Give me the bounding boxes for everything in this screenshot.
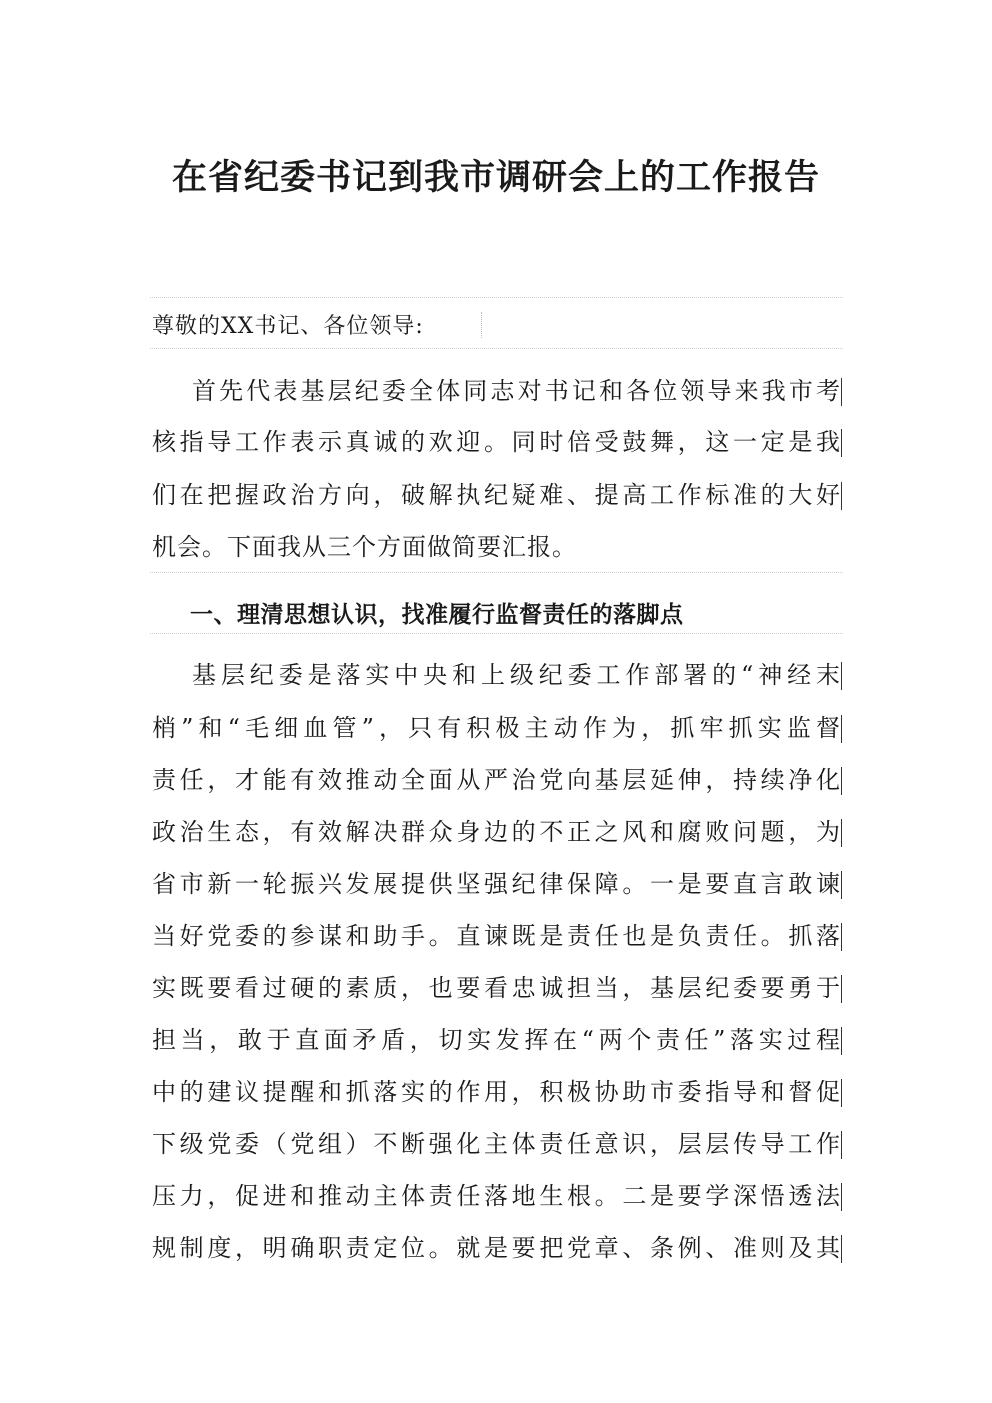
text-line: 机会。下面我从三个方面做简要汇报。: [152, 533, 577, 561]
text-line: 中的建议提醒和抓落实的作用，积极协助市委指导和督促: [152, 1078, 840, 1106]
text-line: 压力，促进和推动主体责任落地生根。二是要学深悟透法: [152, 1182, 840, 1210]
margin-bar: [841, 871, 842, 899]
text-line: 担当，敢于直面矛盾，切实发挥在“两个责任”落实过程: [152, 1026, 840, 1054]
margin-bar: [841, 1235, 842, 1263]
document-title: 在省纪委书记到我市调研会上的工作报告: [171, 157, 820, 198]
text-line: 下级党委（党组）不断强化主体责任意识，层层传导工作: [152, 1130, 840, 1158]
text-line: 省市新一轮振兴发展提供坚强纪律保障。一是要直言敢谏: [152, 870, 840, 898]
text-line: 基层纪委是落实中央和上级纪委工作部署的“神经末: [192, 661, 840, 689]
divider: [150, 572, 843, 573]
text-line: 当好党委的参谋和助手。直谏既是责任也是负责任。抓落: [152, 922, 840, 950]
margin-bar: [841, 378, 842, 406]
margin-bar: [841, 482, 842, 510]
divider: [150, 348, 843, 349]
divider: [150, 297, 843, 298]
text-line: 核指导工作表示真诚的欢迎。同时倍受鼓舞，这一定是我: [152, 428, 840, 456]
text-line: 梢”和“毛细血管”，只有积极主动作为，抓牢抓实监督: [152, 714, 840, 742]
divider: [150, 633, 843, 634]
margin-bar: [841, 662, 842, 690]
margin-bar: [841, 429, 842, 457]
margin-bar: [841, 923, 842, 951]
margin-bar: [841, 715, 842, 743]
margin-bar: [841, 819, 842, 847]
text-line: 们在把握政治方向，破解执纪疑难、提高工作标准的大好: [152, 481, 840, 509]
text-line: 实既要看过硬的素质，也要看忠诚担当，基层纪委要勇于: [152, 974, 840, 1002]
text-line: 政治生态，有效解决群众身边的不正之风和腐败问题，为: [152, 818, 840, 846]
margin-bar: [841, 975, 842, 1003]
margin-bar: [841, 1079, 842, 1107]
margin-bar: [841, 1131, 842, 1159]
text-line: 首先代表基层纪委全体同志对书记和各位领导来我市考: [192, 377, 840, 405]
text-line: 规制度，明确职责定位。就是要把党章、条例、准则及其: [152, 1234, 840, 1262]
text-cursor-mark: [481, 312, 482, 338]
salutation: 尊敬的XX书记、各位领导:: [152, 314, 424, 339]
text-line: 责任，才能有效推动全面从严治党向基层延伸，持续净化: [152, 766, 840, 794]
section-heading: 一、理清思想认识，找准履行监督责任的落脚点: [190, 602, 684, 628]
margin-bar: [841, 767, 842, 795]
margin-bar: [841, 1183, 842, 1211]
margin-bar: [841, 1027, 842, 1055]
